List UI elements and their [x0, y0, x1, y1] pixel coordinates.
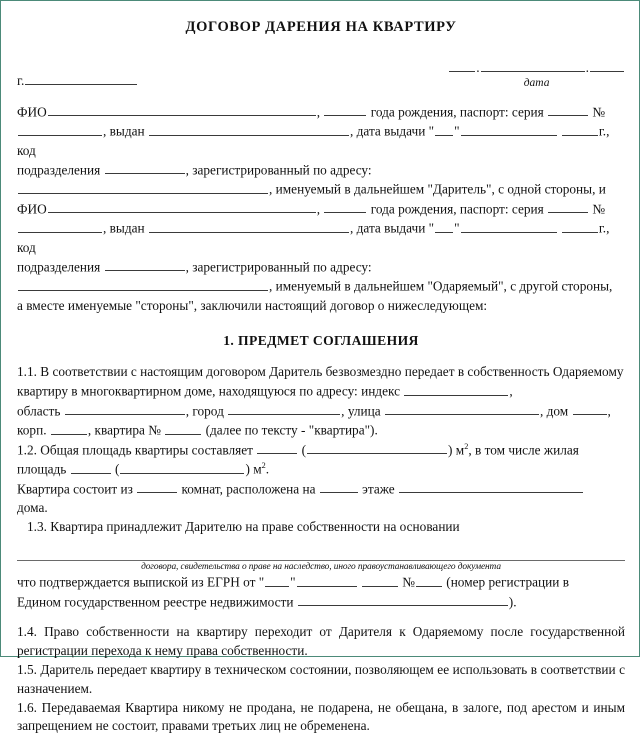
donee-birth-text: года рождения, паспорт: серия [370, 201, 544, 217]
clause-1-2: 1.2. Общая площадь квартиры составляет ( ) $м^2$, в том числе жилая [17, 442, 579, 458]
egrn-number-blank[interactable] [416, 573, 442, 587]
total-area-suffix: , в том числе жилая [468, 442, 579, 458]
clauses-tail [17, 623, 625, 736]
donor-fio-line: ФИО , года рождения, паспорт: серия № [17, 104, 606, 120]
donee-issue-day-blank[interactable] [435, 219, 453, 233]
donee-division-label: подразделения [17, 259, 101, 275]
clause-1-2-rooms [17, 480, 625, 500]
egrn-year-blank[interactable] [362, 573, 398, 587]
donor-passport-series-blank[interactable] [548, 103, 588, 117]
date-day-blank[interactable] [449, 58, 475, 72]
alias-text: (далее по тексту - "квартира"). [205, 422, 378, 438]
donor-named-text: , именуемый в дальнейшем "Даритель", с одной стороны, и [269, 181, 606, 197]
donee-passport-number-blank[interactable] [18, 219, 102, 233]
donee-issued-by-label: , выдан [103, 220, 145, 236]
building-label: корп. [17, 422, 47, 438]
egrn-quote: " [290, 574, 296, 590]
clause-1-1-text: 1.1. В соответствии с настоящим договором Даритель безвозмездно передает в собственность Одаряемому квартиру в многоквартирном доме, находящуюся по адресу: индекс [17, 364, 624, 399]
donor-year-suffix: г., код [17, 123, 610, 158]
postal-index-blank[interactable] [404, 382, 508, 396]
donor-birth-text: года рождения, паспорт: серия [370, 104, 544, 120]
date-year-blank[interactable] [590, 58, 624, 72]
clause-1-3-egrn [17, 573, 625, 593]
donor-fio-label: ФИО [17, 104, 47, 120]
egrn-month-blank[interactable] [297, 573, 357, 587]
city-date-row [17, 58, 625, 89]
egrn-text: что подтверждается выпиской из ЕГРН от " [17, 574, 265, 590]
clause-1-4: 1.4. Право собственности на квартиру переходит от Дарителя к Одаряемому после государственной регистрации перехода к нему права собственности. [17, 624, 625, 658]
egrn-number-sign: № [402, 574, 415, 590]
living-area-blank[interactable] [71, 460, 111, 474]
donor-issue-date-label: , дата выдачи " [349, 123, 435, 139]
living-area-words-blank[interactable] [120, 460, 244, 474]
living-area-period: . [265, 461, 270, 477]
donee-fio-blank[interactable] [48, 200, 316, 214]
donee-issued-by-blank[interactable] [149, 219, 349, 233]
clause-1-1: 1.1. В соответствии с настоящим договором Даритель безвозмездно передает в собственность Одаряемому квартиру в многоквартирном доме, находящуюся по адресу: индекс , [17, 364, 624, 399]
floor-total-blank[interactable] [399, 480, 583, 494]
donee-number-sign: № [592, 201, 606, 217]
egrn-registry-text: Едином государственном реестре недвижимости [17, 594, 294, 610]
city-label: г. [17, 72, 25, 88]
street-blank[interactable] [385, 402, 539, 416]
region-blank[interactable] [65, 402, 185, 416]
donee-issue-year-blank[interactable] [562, 219, 598, 233]
floor-blank[interactable] [320, 480, 358, 494]
date-caption: дата [523, 76, 550, 89]
donee-division-blank[interactable] [105, 258, 185, 272]
donee-passport-series-blank[interactable] [548, 200, 588, 214]
donor-issue-month-blank[interactable] [461, 122, 557, 136]
donor-issue-line [17, 122, 625, 160]
city-blank-1-1[interactable] [228, 402, 340, 416]
donee-issue-date-label: , дата выдачи " [349, 220, 435, 236]
floor-label: этаже [362, 481, 395, 497]
donor-fio-blank[interactable] [48, 103, 316, 117]
rooms-count-blank[interactable] [137, 480, 177, 494]
living-area-label: площадь [17, 461, 67, 477]
rooms-prefix: Квартира состоит из [17, 481, 133, 497]
donor-quote-close: " [454, 123, 460, 139]
donor-birth-blank[interactable] [324, 103, 366, 117]
clause-1-2-house: дома. [17, 500, 48, 516]
building-blank[interactable] [51, 421, 87, 435]
total-area-blank[interactable] [257, 441, 297, 455]
donor-address-blank[interactable] [18, 180, 268, 194]
egrn-close: ). [508, 594, 517, 610]
clause-1-1-address: область , город , улица , дом , [17, 403, 611, 419]
donor-issued-by-blank[interactable] [149, 122, 349, 136]
donee-fio-label: ФИО [17, 201, 47, 217]
total-area-words-blank[interactable] [307, 441, 447, 455]
total-area-unit-sup: 2 [464, 442, 469, 452]
donor-issue-day-blank[interactable] [435, 122, 453, 136]
donor-issued-by-label: , выдан [103, 123, 145, 139]
donee-fio-line: ФИО , года рождения, паспорт: серия № [17, 201, 606, 217]
living-area-unit-sup: 2 [261, 461, 266, 471]
living-area-unit: ) м [245, 461, 262, 477]
clause-1-2-living: площадь ( ) $м^2$. [17, 461, 270, 477]
basis-blank[interactable] [17, 546, 625, 561]
clause-1-1-building [17, 421, 625, 441]
rooms-middle: комнат, расположена на [181, 481, 316, 497]
egrn-registry-blank[interactable] [298, 593, 508, 607]
donee-year-suffix: г., код [17, 220, 610, 255]
donor-named-line [17, 180, 625, 200]
clause-1-5: 1.5. Даритель передает квартиру в техническом состоянии, позволяющем ее использовать в соответствии с назначением. [17, 661, 625, 696]
page-title: ДОГОВОР ДАРЕНИЯ НА КВАРТИРУ [185, 19, 457, 35]
section-1-heading: 1. ПРЕДМЕТ СОГЛАШЕНИЯ [223, 333, 419, 349]
donor-issue-year-blank[interactable] [562, 122, 598, 136]
donee-quote-close: " [454, 220, 460, 236]
flat-label: , квартира № [87, 422, 161, 438]
date-field: . . дата [448, 58, 625, 89]
street-label: , улица [341, 403, 381, 419]
donee-birth-blank[interactable] [324, 200, 366, 214]
donor-passport-number-blank[interactable] [18, 122, 102, 136]
donor-division-line [17, 161, 625, 181]
donor-division-label: подразделения [17, 162, 101, 178]
egrn-suffix: (номер регистрации в [446, 574, 569, 590]
donee-named-text: , именуемый в дальнейшем "Одаряемый", с другой стороны, [269, 278, 613, 294]
region-label: область [17, 403, 61, 419]
clause-1-6: 1.6. Передаваемая Квартира никому не продана, не подарена, не обещана, в залоге, под арестом и иным запрещением не состоит, правами третьих лиц не обременена. [17, 699, 625, 734]
house-label: , дом [539, 403, 569, 419]
together-line: а вместе именуемые "стороны", заключили настоящий договор о нижеследующем: [17, 297, 488, 313]
donor-division-blank[interactable] [105, 161, 185, 175]
flat-blank[interactable] [165, 421, 201, 435]
parties-block [17, 103, 625, 316]
total-area-unit: ) м [448, 442, 465, 458]
house-blank[interactable] [573, 402, 607, 416]
egrn-day-blank[interactable] [265, 573, 289, 587]
clause-1-3-egrn-2 [17, 593, 625, 613]
donee-issue-line [17, 219, 625, 257]
city-label-1-1: , город [185, 403, 224, 419]
city-field [17, 71, 138, 89]
clause-1-3: 1.3. Квартира принадлежит Дарителю на праве собственности на основании [27, 519, 460, 535]
city-blank[interactable] [25, 71, 137, 85]
donor-registered-label: , зарегистрированный по адресу: [185, 162, 372, 178]
donee-registered-label: , зарегистрированный по адресу: [185, 259, 372, 275]
donee-issue-month-blank[interactable] [461, 219, 557, 233]
donee-division-line [17, 258, 625, 278]
donor-number-sign: № [592, 104, 606, 120]
clause-1-2-text: 1.2. Общая площадь квартиры составляет [17, 442, 253, 458]
donee-named-line [17, 277, 625, 297]
donee-address-blank[interactable] [18, 277, 268, 291]
basis-caption: договора, свидетельства о праве на наследство, иного правоустанавливающего документа [141, 562, 501, 573]
date-month-blank[interactable] [481, 58, 585, 72]
